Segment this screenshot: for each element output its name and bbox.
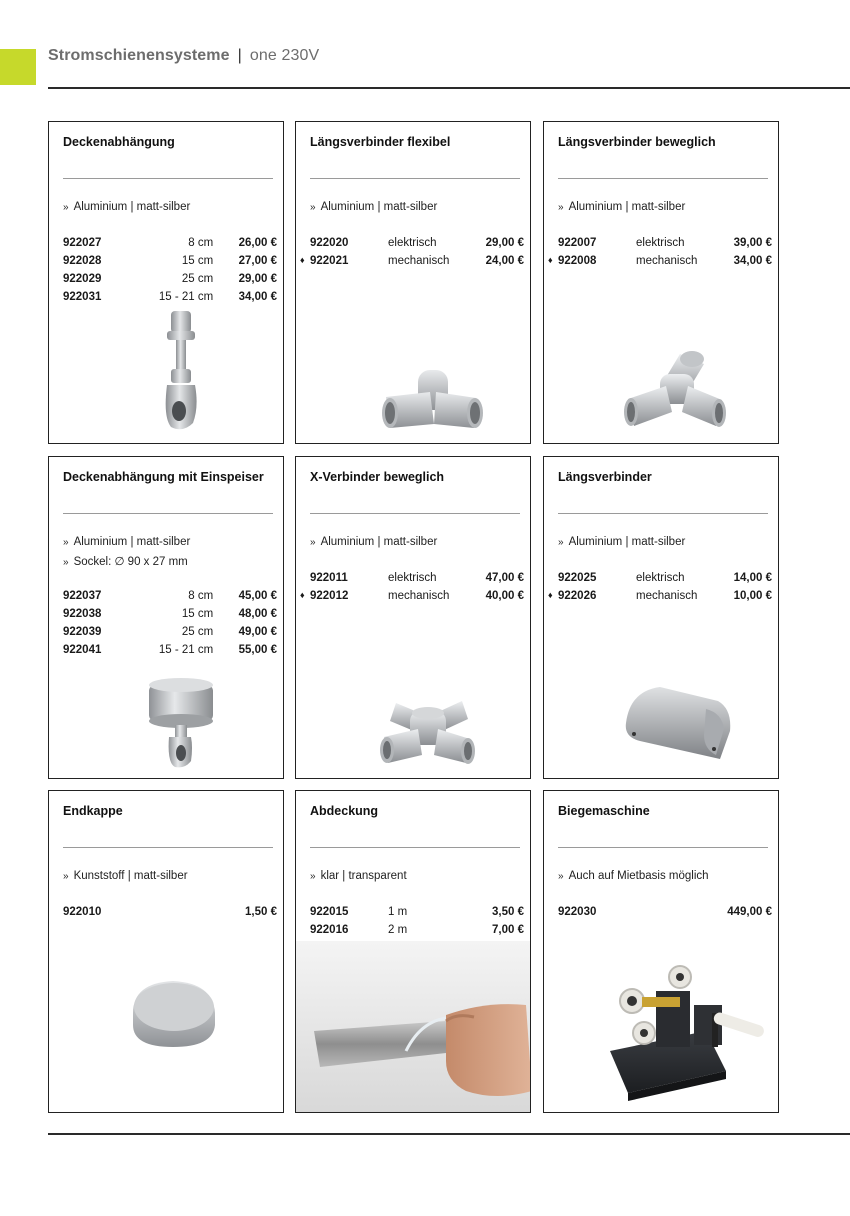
article-number: 922010 bbox=[63, 906, 102, 918]
price: 24,00 € bbox=[485, 255, 524, 267]
variant: 2 m bbox=[388, 924, 408, 936]
feature-line bbox=[558, 870, 709, 882]
price-table bbox=[63, 234, 277, 306]
price: 48,00 € bbox=[238, 608, 277, 620]
movable-connector-photo bbox=[622, 344, 732, 434]
card-title: Deckenabhängung bbox=[63, 135, 175, 149]
article-number: 922008 bbox=[558, 255, 597, 267]
price: 3,50 € bbox=[492, 906, 524, 918]
price-table bbox=[63, 587, 277, 659]
article-number: 922021 bbox=[310, 255, 349, 267]
price: 40,00 € bbox=[485, 590, 524, 602]
article-number: 922015 bbox=[310, 906, 349, 918]
card-title: Biegemaschine bbox=[558, 804, 650, 818]
feature-text: Aluminium | matt-silber bbox=[320, 536, 438, 548]
price-table bbox=[558, 903, 772, 921]
table-row bbox=[63, 270, 277, 288]
product-card-endkappe bbox=[48, 790, 284, 1113]
feature-text: Aluminium | matt-silber bbox=[73, 201, 191, 213]
table-row bbox=[558, 569, 772, 587]
variant: mechanisch bbox=[636, 590, 698, 602]
bullet-icon: » bbox=[310, 537, 316, 548]
table-row bbox=[310, 921, 524, 939]
size: 8 cm bbox=[188, 237, 214, 249]
price: 26,00 € bbox=[238, 237, 277, 249]
end-cap-photo bbox=[129, 977, 219, 1049]
card-title: Deckenabhängung mit Einspeiser bbox=[63, 470, 264, 484]
price-table bbox=[548, 234, 772, 270]
article-number: 922031 bbox=[63, 291, 102, 303]
feature-text: Aluminium | matt-silber bbox=[73, 536, 191, 548]
diamond-icon: ♦ bbox=[548, 590, 553, 600]
variant: elektrisch bbox=[388, 572, 437, 584]
price: 45,00 € bbox=[238, 590, 277, 602]
table-row bbox=[63, 288, 277, 306]
article-number: 922037 bbox=[63, 590, 102, 602]
feature-line bbox=[310, 870, 407, 882]
product-card-abdeckung bbox=[295, 790, 531, 1113]
article-number: 922028 bbox=[63, 255, 102, 267]
table-row bbox=[310, 903, 524, 921]
diamond-icon: ♦ bbox=[300, 590, 305, 600]
feature-line bbox=[63, 554, 188, 568]
size: 15 - 21 cm bbox=[158, 291, 214, 303]
table-row bbox=[63, 903, 277, 921]
product-card-laengsverbinder-beweglich bbox=[543, 121, 779, 444]
card-title: Abdeckung bbox=[310, 804, 379, 818]
card-divider bbox=[63, 513, 273, 514]
product-card-deckenabhaengung bbox=[48, 121, 284, 444]
footer-rule bbox=[48, 1133, 850, 1135]
article-number: 922041 bbox=[63, 644, 102, 656]
card-title: Längsverbinder flexibel bbox=[310, 135, 451, 149]
bullet-icon: » bbox=[63, 871, 69, 882]
card-divider bbox=[558, 847, 768, 848]
feature-line bbox=[63, 870, 188, 882]
article-number: 922029 bbox=[63, 273, 102, 285]
variant: mechanisch bbox=[388, 590, 450, 602]
variant: elektrisch bbox=[388, 237, 437, 249]
card-divider bbox=[63, 178, 273, 179]
table-row bbox=[63, 641, 277, 659]
price: 34,00 € bbox=[733, 255, 772, 267]
card-divider bbox=[558, 513, 768, 514]
card-divider bbox=[310, 178, 520, 179]
article-number: 922007 bbox=[558, 237, 597, 249]
bullet-icon: » bbox=[63, 557, 69, 568]
article-number: 922011 bbox=[310, 572, 348, 584]
page-header bbox=[48, 47, 319, 65]
card-divider bbox=[310, 847, 520, 848]
price: 39,00 € bbox=[733, 237, 772, 249]
table-row bbox=[63, 252, 277, 270]
price: 14,00 € bbox=[733, 572, 772, 584]
bullet-icon: » bbox=[558, 202, 564, 213]
bullet-icon: » bbox=[310, 202, 316, 213]
table-row bbox=[310, 252, 524, 270]
price: 29,00 € bbox=[238, 273, 277, 285]
article-number: 922039 bbox=[63, 626, 102, 638]
table-row bbox=[558, 903, 772, 921]
x-connector-photo bbox=[378, 689, 478, 769]
variant: elektrisch bbox=[636, 572, 685, 584]
variant: mechanisch bbox=[636, 255, 698, 267]
article-number: 922016 bbox=[310, 924, 349, 936]
article-number: 922012 bbox=[310, 590, 349, 602]
product-card-x-verbinder bbox=[295, 456, 531, 779]
price: 29,00 € bbox=[485, 237, 524, 249]
straight-connector-photo bbox=[620, 679, 736, 769]
table-row bbox=[310, 234, 524, 252]
header-separator: | bbox=[237, 47, 242, 64]
card-title: Längsverbinder beweglich bbox=[558, 135, 716, 149]
feature-line bbox=[558, 536, 685, 548]
price-table bbox=[300, 234, 524, 270]
card-divider bbox=[558, 178, 768, 179]
variant: elektrisch bbox=[636, 237, 685, 249]
product-card-deckenabhaengung-einspeiser bbox=[48, 456, 284, 779]
article-number: 922038 bbox=[63, 608, 102, 620]
card-title: Längsverbinder bbox=[558, 470, 652, 484]
price: 10,00 € bbox=[733, 590, 772, 602]
table-row bbox=[63, 605, 277, 623]
size: 8 cm bbox=[188, 590, 214, 602]
variant: mechanisch bbox=[388, 255, 450, 267]
feature-line bbox=[310, 536, 437, 548]
table-row bbox=[63, 587, 277, 605]
price: 34,00 € bbox=[238, 291, 277, 303]
bullet-icon: » bbox=[63, 537, 69, 548]
table-row bbox=[63, 623, 277, 641]
table-row bbox=[558, 252, 772, 270]
diamond-icon: ♦ bbox=[300, 255, 305, 265]
price: 27,00 € bbox=[238, 255, 277, 267]
feature-text: Aluminium | matt-silber bbox=[568, 536, 686, 548]
size: 15 - 21 cm bbox=[158, 644, 214, 656]
price: 49,00 € bbox=[238, 626, 277, 638]
feature-line bbox=[63, 201, 190, 213]
price: 7,00 € bbox=[492, 924, 524, 936]
card-title: X-Verbinder beweglich bbox=[310, 470, 445, 484]
table-row bbox=[63, 234, 277, 252]
product-card-laengsverbinder bbox=[543, 456, 779, 779]
article-number: 922020 bbox=[310, 237, 349, 249]
feature-line bbox=[310, 201, 437, 213]
table-row bbox=[310, 587, 524, 605]
table-row bbox=[558, 234, 772, 252]
price: 1,50 € bbox=[245, 906, 277, 918]
product-card-biegemaschine bbox=[543, 790, 779, 1113]
card-title: Endkappe bbox=[63, 804, 123, 818]
price: 47,00 € bbox=[485, 572, 524, 584]
feature-text: Kunststoff | matt-silber bbox=[73, 870, 188, 882]
cover-strip-photo bbox=[296, 941, 531, 1113]
table-row bbox=[558, 587, 772, 605]
accent-bar bbox=[0, 49, 36, 85]
product-card-laengsverbinder-flexibel bbox=[295, 121, 531, 444]
price-table bbox=[548, 569, 772, 605]
size bbox=[628, 903, 654, 921]
article-number: 922027 bbox=[63, 237, 102, 249]
feature-line bbox=[558, 201, 685, 213]
feature-text: Auch auf Mietbasis möglich bbox=[568, 870, 709, 882]
ceiling-suspension-photo bbox=[149, 307, 209, 432]
ceiling-suspension-feeder-photo bbox=[145, 675, 217, 770]
table-row bbox=[310, 569, 524, 587]
bending-machine-photo bbox=[602, 961, 772, 1101]
feature-text: Sockel: ∅ 90 x 27 mm bbox=[73, 556, 188, 568]
bullet-icon: » bbox=[558, 537, 564, 548]
variant: 1 m bbox=[388, 906, 408, 918]
size: 25 cm bbox=[181, 273, 214, 285]
feature-text: Aluminium | matt-silber bbox=[568, 201, 686, 213]
price: 449,00 € bbox=[727, 906, 772, 918]
article-number: 922026 bbox=[558, 590, 597, 602]
bullet-icon: » bbox=[310, 871, 316, 882]
card-divider bbox=[63, 847, 273, 848]
flexible-connector-photo bbox=[378, 362, 488, 437]
feature-text: klar | transparent bbox=[320, 870, 407, 882]
size bbox=[133, 903, 167, 921]
size: 15 cm bbox=[181, 255, 214, 267]
feature-line bbox=[63, 536, 190, 548]
article-number: 922025 bbox=[558, 572, 597, 584]
article-number: 922030 bbox=[558, 906, 597, 918]
size: 25 cm bbox=[181, 626, 214, 638]
header-subtitle: one 230V bbox=[249, 47, 320, 64]
header-rule bbox=[48, 87, 850, 89]
diamond-icon: ♦ bbox=[548, 255, 553, 265]
price-table bbox=[300, 569, 524, 605]
price-table bbox=[310, 903, 524, 939]
size: 15 cm bbox=[181, 608, 214, 620]
bullet-icon: » bbox=[558, 871, 564, 882]
price: 55,00 € bbox=[238, 644, 277, 656]
header-brand: Stromschienensysteme bbox=[48, 47, 230, 64]
card-divider bbox=[310, 513, 520, 514]
price-table bbox=[63, 903, 277, 921]
bullet-icon: » bbox=[63, 202, 69, 213]
feature-text: Aluminium | matt-silber bbox=[320, 201, 438, 213]
